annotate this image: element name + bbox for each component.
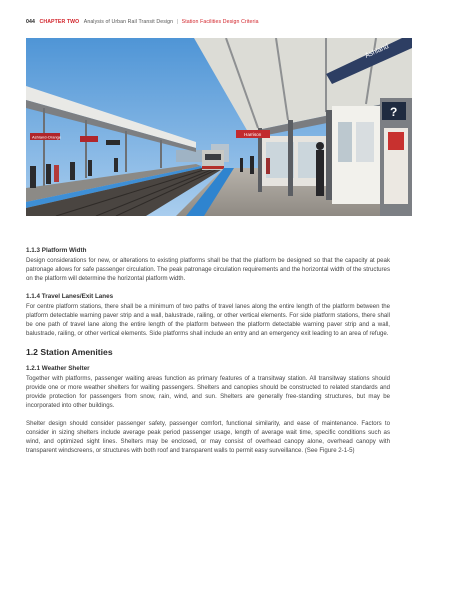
running-header xyxy=(26,19,259,25)
section-heading-travel-lanes: 1.1.4 Travel Lanes/Exit Lanes xyxy=(26,293,114,300)
paragraph-weather-shelter-1: Together with platforms, passenger waiting areas function as primary features of a transitway station. All transitway stations should provide one or more weather shelters for waiting passengers. Shelters and canopies should be constructed to related standards and provide protection for passengers from snow, rain, wind, and sun. Shelters are generally free-standing structures, but may be incorporated into other buildings. xyxy=(26,375,390,409)
chapter-label: CHAPTER TWO xyxy=(39,19,80,25)
left-platform-sign: Ashland-Orange xyxy=(32,134,62,140)
header-separator: | xyxy=(176,19,179,25)
canopy-station-sign: Ashland xyxy=(363,43,390,60)
section-title: Station Facilities Design Criteria xyxy=(181,19,259,25)
info-sign: ? xyxy=(390,105,398,119)
center-station-sign: Harrison xyxy=(244,132,262,137)
paragraph-platform-width: Design considerations for new, or alterations to existing platforms shall be that the platform be designed so that the capacity at peak patronage allows for safe passenger circulation. The peak patronage circulation requirements and the horizontal width of the structures on the platform will determine the horizontal platform width. xyxy=(26,257,390,282)
body-text-column xyxy=(26,246,390,464)
section-heading-station-amenities: 1.2 Station Amenities xyxy=(26,347,113,357)
paragraph-travel-lanes: For centre platform stations, there shall be a minimum of two paths of travel lanes along the entire length of the platform between the platform detectable warning paver strip and a wall, balustrade, railing, or other vertical elements. For side platform stations, there shall be one path of travel lane along the entire length of the platform between the platform detectable warning paver strip and a wall, balustrade, railing, or other vertical elements. Side platforms shall include an entry and an emergency exit leading to an area of refuge. xyxy=(26,303,390,337)
station-platform-photo xyxy=(26,38,412,216)
section-heading-weather-shelter: 1.2.1 Weather Shelter xyxy=(26,365,90,372)
page-number: 044 xyxy=(26,19,35,25)
paragraph-weather-shelter-2: Shelter design should consider passenger safety, passenger comfort, functional similarity, and ease of maintenance. Factors to consider in sizing shelters include average peak period passenger usage, length of average wait time, specific conditions such as wind, and optimized sight lines. Shelters may be enclosed, or may consist of overhead canopy alone, overhead canopy with transparent windscreens, or structures with both roof and transparent walls to permit easy surveillance. (See Figure 2-1-5) xyxy=(26,420,390,454)
book-title: Analysis of Urban Rail Transit Design xyxy=(83,19,174,25)
section-heading-platform-width: 1.1.3 Platform Width xyxy=(26,247,87,254)
